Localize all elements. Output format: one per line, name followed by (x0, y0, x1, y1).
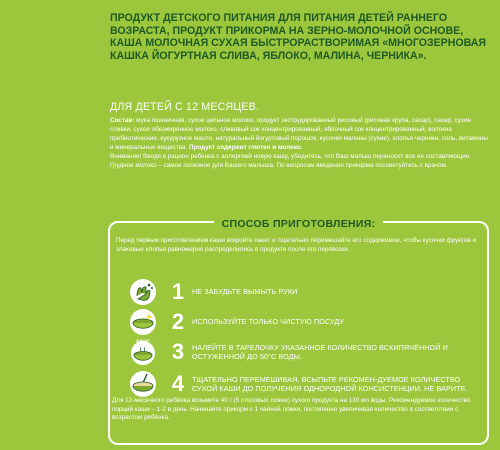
step-text: ТЩАТЕЛЬНО ПЕРЕМЕШИВАЯ, ВСЫПЬТЕ РЕКОМЕН-ДУЕМОЕ КОЛИЧЕСТВО СУХОЙ КАШИ ДО ПОЛУЧЕНИЯ ОДНОРОДНОЙ КОНСИСТЕНЦИИ. НЕ ВАРИТЕ. (192, 374, 468, 393)
attention-text: Внимание! Вводя в рацион ребенка с аллергией новую кашу, убедитесь, что Ваш малыш переносит все ее составляющие. Грудное молоко – самое полезное для Вашего малыша. По вопросам введения прикорма посоветуйтесь с врачом. (110, 153, 471, 170)
step-text: НАЛЕЙТЕ В ТАРЕЛОЧКУ УКАЗАННОЕ КОЛИЧЕСТВО ВСКИПЯЧЁННОЙ И ОСТУЖЕННОЙ ДО 50°С ВОДЫ. (192, 342, 448, 361)
step-text: ИСПОЛЬЗУЙТЕ ТОЛЬКО ЧИСТУЮ ПОСУДУ (192, 317, 345, 327)
step-number: 1 (171, 279, 185, 304)
preparation-title: СПОСОБ ПРИГОТОВЛЕНИЯ: (214, 218, 384, 230)
preparation-step-2 (112, 307, 482, 339)
water-temperature-icon (128, 338, 158, 366)
composition-text: мука пшеничная, сухое цельное молоко, продукт экструдированный рисовый (рисовая крупа, сахар), сахар, сухие сливки, сухое обезжиренное молоко, сливовый сок концентрированный, яблочный сок концентрированный, волокна пребиотические, кукурузное масло, натуральный йогуртовый порошок, кусочки малины (сухие), хлопья черники, соль, витамины и минеральные вещества. (110, 117, 488, 152)
preparation-intro: Перед первым приготовлением каши вскройте пакет и тщательно перемешайте его содержимое, чтобы кусочки фруктов и злаковые хлопья равномерно распределились в продукте после его перевозки. (116, 237, 476, 253)
step-text: НЕ ЗАБУДЬТЕ ВЫМЫТЬ РУКИ (192, 287, 298, 297)
temperature-label: 50°C (136, 340, 150, 346)
age-recommendation: ДЛЯ ДЕТЕЙ С 12 МЕСЯЦЕВ. (110, 101, 260, 113)
serving-note: Для 12-месячного ребёнка возьмите 40 г (5 столовых ложек) сухого продукта на 130 мл воды. Рекомендуемое количество порций каши – 1-2 в день. Начинайте прикорм с 1 чайной ложки, постепенно увеличивая количество в соответствии с возрастом ребёнка. (112, 397, 471, 422)
preparation-step-3 (112, 337, 482, 369)
stir-bowl-icon (128, 370, 158, 398)
step-number: 3 (171, 339, 185, 364)
step-number: 4 (171, 371, 185, 396)
hands-wash-icon (128, 278, 158, 306)
product-title: ПРОДУКТ ДЕТСКОГО ПИТАНИЯ ДЛЯ ПИТАНИЯ ДЕТЕЙ РАННЕГО ВОЗРАСТА, ПРОДУКТ ПРИКОРМА НА ЗЕРНО-МОЛОЧНОЙ ОСНОВЕ, КАША МОЛОЧНАЯ СУХАЯ БЫСТРОРАСТВОРИМАЯ «МНОГОЗЕРНОВАЯ КАШКА ЙОГУРТНАЯ СЛИВА, ЯБЛОКО, МАЛИНА, ЧЕРНИКА». (110, 12, 486, 62)
composition-label: Состав: (110, 117, 135, 124)
allergen-warning: Продукт содержит глютен и молоко. (189, 144, 303, 152)
step-number: 2 (171, 309, 185, 334)
composition-block (110, 116, 490, 171)
clean-bowl-icon (128, 308, 158, 336)
preparation-step-1 (112, 277, 482, 309)
